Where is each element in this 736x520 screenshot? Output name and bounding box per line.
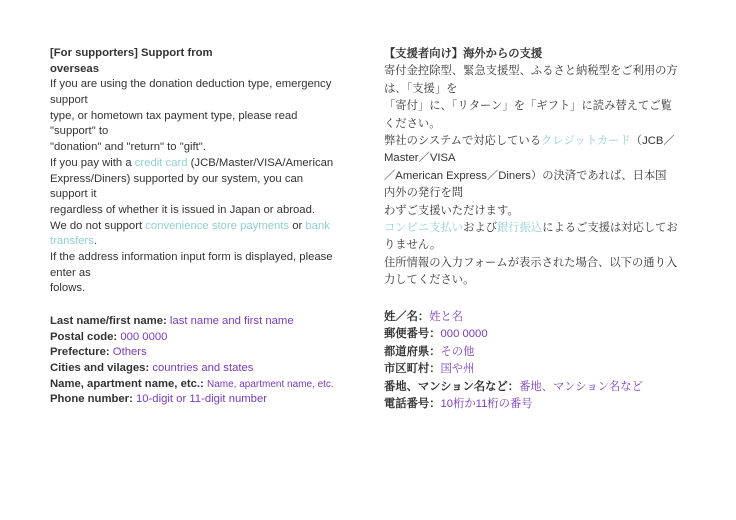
text: は、「支援」を (384, 82, 458, 95)
form-field-row (50, 377, 334, 393)
link[interactable]: 銀行振込 (497, 221, 543, 234)
field-label: 郵便番号： (384, 328, 441, 341)
section-title: 【支援者向け】海外からの支援 (384, 48, 543, 60)
text: type, or hometown tax payment type, please read (50, 109, 298, 122)
text-line (384, 98, 694, 115)
link[interactable]: bank (305, 219, 330, 232)
text: 力してください。 (384, 274, 475, 287)
field-value: 姓と名 (429, 311, 464, 323)
form-field-row (50, 392, 334, 408)
form-field-row (384, 326, 643, 343)
field-value: countries and states (152, 362, 254, 375)
text-line (384, 81, 694, 98)
text-line (50, 203, 360, 219)
text-line (50, 93, 360, 109)
field-value: Others (112, 346, 147, 359)
text: 弊社のシステムで対応している (384, 134, 542, 147)
text-line (50, 266, 360, 282)
text-line (50, 234, 360, 250)
field-label: 市区町村： (384, 363, 441, 376)
text-line (50, 77, 360, 93)
form-field-row (50, 330, 334, 346)
text-line (384, 168, 694, 185)
text: or (289, 219, 306, 232)
text-line (384, 237, 694, 254)
text: "donation" and "return" to "gift". (50, 141, 206, 154)
text: If the address information input form is displayed, please (50, 250, 333, 263)
field-label: Last name/first name: (50, 315, 170, 327)
field-value: その他 (440, 345, 475, 358)
form-field-row (50, 345, 334, 361)
text: support (50, 94, 88, 107)
text-line (384, 150, 694, 167)
section-title: overseas (50, 62, 99, 75)
text-line (384, 272, 694, 289)
text: 内外の発行を問 (384, 187, 464, 200)
form-field-row (384, 379, 643, 396)
text-line (50, 172, 360, 188)
text-line (50, 250, 360, 266)
text: If you are using the donation deduction type, emergency (50, 78, 332, 91)
form-field-row (384, 361, 643, 378)
link[interactable]: クレジットカード (541, 134, 631, 147)
text-line (50, 187, 360, 203)
text: りません。 (384, 239, 442, 252)
text-line (50, 219, 360, 235)
text-line (384, 46, 694, 63)
text: folows. (50, 282, 86, 295)
field-value: 10-digit or 11-digit number (135, 393, 268, 406)
text-line (50, 156, 360, 172)
text: (JCB/Master/VISA/American (187, 156, 334, 169)
text-line (384, 133, 694, 150)
section-title: [For supporters] Support from (50, 47, 213, 59)
text: Master／VISA (384, 152, 456, 165)
english-address-form-guide (50, 314, 334, 408)
text: . (93, 235, 98, 248)
text-line (384, 203, 694, 220)
text-line (50, 46, 360, 62)
text: ください。 (384, 117, 441, 130)
field-label: Cities and vilages: (50, 362, 153, 375)
form-field-row (50, 314, 334, 330)
form-field-row (384, 344, 643, 361)
field-value: 番地、マンション名など (519, 380, 643, 393)
text: によるご支援は対応してお (542, 221, 678, 234)
field-label: Name, apartment name, etc.: (50, 377, 207, 390)
text: （JCB／ (630, 134, 675, 147)
field-label: 都道府県： (384, 345, 441, 358)
text: regardless of whether it is issued in Japan or abroad. (50, 203, 315, 216)
form-field-row (50, 361, 334, 377)
text: support it (50, 188, 97, 201)
text-line (384, 185, 694, 202)
field-value: last name and first name (169, 315, 294, 327)
field-value: 国や州 (440, 363, 475, 376)
text-line (50, 109, 360, 125)
form-field-row (384, 396, 643, 413)
text: enter as (50, 266, 91, 279)
text: および (463, 221, 497, 234)
text-line (384, 116, 694, 133)
link[interactable]: credit card (134, 156, 188, 169)
text: If you pay with a (50, 156, 135, 169)
text-line (50, 62, 360, 78)
text: Express/Diners) supported by our system, you can (50, 172, 304, 185)
text-line (384, 220, 694, 237)
field-value: 000 0000 (120, 330, 168, 343)
link[interactable]: transfers (50, 235, 94, 248)
japanese-section (384, 46, 694, 289)
field-value: 000 0000 (440, 328, 488, 341)
field-label: 番地、マンション名など： (384, 380, 520, 393)
text-line (50, 281, 360, 297)
text: 寄付金控除型、緊急支援型、ふるさと納税型をご利用の方 (384, 65, 678, 78)
link[interactable]: コンビニ支払い (384, 221, 464, 234)
text-line (50, 124, 360, 140)
text: ／American Express／Diners）の決済であれば、日本国 (384, 169, 667, 182)
field-label: Postal code: (50, 330, 121, 343)
field-label: Phone number: (50, 393, 136, 406)
text: 「寄付」に、「リターン」を「ギフト」に読み替えてご覧 (384, 100, 672, 113)
text-line (50, 140, 360, 156)
japanese-address-form-guide (384, 309, 643, 413)
text: わずご支援いただけます。 (384, 204, 519, 217)
text-line (384, 255, 694, 272)
english-section (50, 46, 360, 297)
text: We do not support (50, 219, 146, 232)
field-value: 10桁か11桁の番号 (440, 397, 533, 410)
link[interactable]: convenience store payments (145, 219, 290, 232)
text: 住所情報の入力フォームが表示された場合、以下の通り入 (384, 256, 678, 269)
text: "support" to (50, 125, 109, 138)
field-label: Prefecture: (50, 346, 113, 359)
form-field-row (384, 309, 643, 326)
text-line (384, 63, 694, 80)
field-label: 姓／名： (384, 311, 430, 323)
field-value: Name, apartment name, etc. (206, 378, 334, 390)
field-label: 電話番号： (384, 397, 441, 410)
